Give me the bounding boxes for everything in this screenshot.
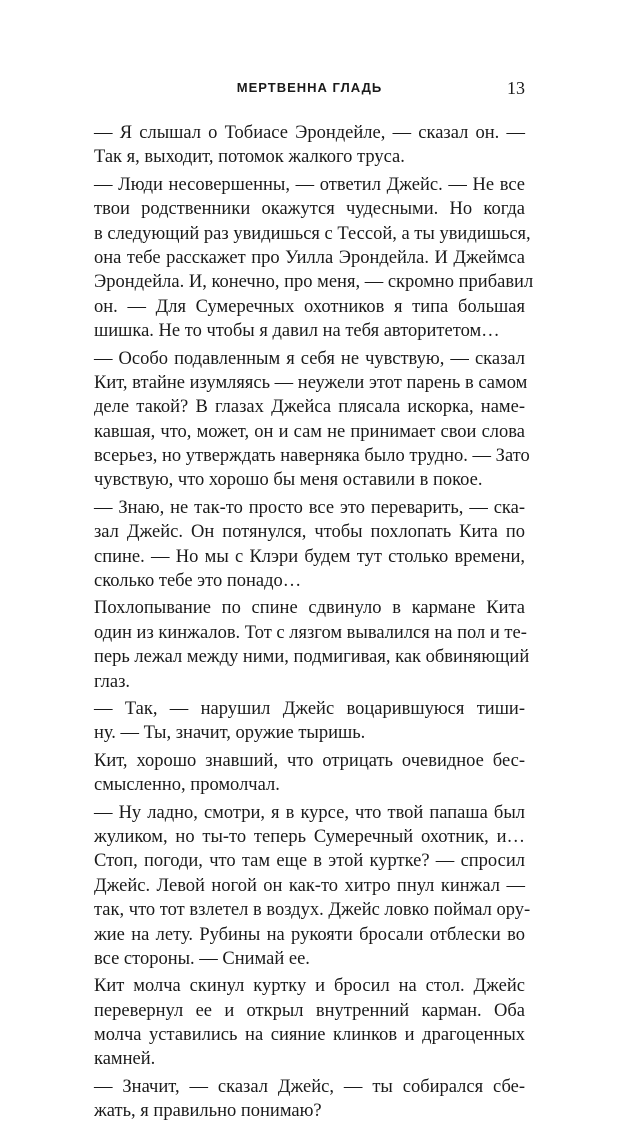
text-line: всерьез, но утверждать наверняка было трудно. — Зато [94,446,530,467]
text-line: Похлопывание по спине сдвинуло в кармане Кита [94,598,525,619]
text-line: сколько тебе это понадо… [94,571,302,592]
text-line: Кит, хорошо знавший, что отрицать очевидное бес- [94,750,525,771]
text-line: — Значит, — сказал Джейс, — ты собирался сбе- [94,1076,525,1097]
paragraph [94,801,531,972]
text-line: смысленно, промолчал. [94,775,280,796]
text-line: Эрондейла. И, конечно, про меня, — скромно прибавил [94,272,534,293]
text-line: молча уставились на сияние клинков и драгоценных [94,1025,525,1046]
text-line: Стоп, погоди, что там еще в этой куртке? — спросил [94,851,525,872]
text-line: перевернул ее и открыл внутренний карман. Оба [94,1000,525,1021]
text-line: жуликом, но ты-то теперь Сумеречный охотник, и… [94,826,525,847]
text-line: она тебе расскажет про Уилла Эрондейла. И Джеймса [94,247,525,268]
text-line: один из кинжалов. Тот с лязгом вывалился на пол и те- [94,622,527,643]
text-line: — Знаю, не так-то просто все это переварить, — ска- [94,497,525,518]
text-line: все стороны. — Снимай ее. [94,948,310,969]
text-line: жие на лету. Рубины на рукояти бросали отблески во [94,924,525,945]
paragraph [94,749,525,798]
text-line: — Ну ладно, смотри, я в курсе, что твой папаша был [94,802,525,823]
text-line: — Люди несовершенны, — ответил Джейс. — Не все [94,174,525,195]
text-line: — Я слышал о Тобиасе Эрондейле, — сказал он. — [94,123,525,143]
text-line: камней. [94,1049,156,1070]
text-line: зал Джейс. Он потянулся, чтобы похлопать Кита по [94,522,525,543]
text-line: глаз. [94,671,131,692]
text-line: — Так, — нарушил Джейс воцарившуюся тиши- [94,698,525,719]
text-line: в следующий раз увидишься с Тессой, а ты увидишься, [94,223,531,244]
text-line: чувствую, что хорошо бы меня оставили в покое. [94,470,483,491]
text-line: Джейс. Левой ногой он как-то хитро пнул кинжал — [94,875,525,896]
text-line: перь лежал между ними, подмигивая, как обвиняющий [94,647,530,668]
text-line: жать, я правильно понимаю? [94,1101,322,1122]
text-line: Кит, втайне изумляясь — неужели этот парень в самом [94,372,528,393]
paragraph [94,173,534,344]
text-line: деле такой? В глазах Джейса плясала искорка, наме- [94,397,525,418]
paragraph [94,697,525,746]
page-number: 13 [507,78,525,98]
paragraph [94,974,525,1072]
text-line: спине. — Но мы с Клэри будем тут столько времени, [94,546,525,567]
text-line: твои родственники окажутся чудесными. Но когда [94,199,525,220]
paragraph [94,347,530,493]
running-title: МЕРТВЕННА ГЛАДЬ [236,80,383,95]
text-line: кавшая, что, может, он и сам не принимает свои слова [94,421,525,442]
paragraph [94,596,530,694]
text-line: Кит молча скинул куртку и бросил на стол. Джейс [94,976,525,997]
running-head [94,76,525,100]
text-line: — Особо подавленным я себя не чувствую, — сказал [94,348,525,369]
text-line: он. — Для Сумеречных охотников я типа большая [94,296,525,317]
text-line: так, что тот взлетел в воздух. Джейс ловко поймал ору- [94,900,531,921]
text-body [94,121,534,1127]
paragraph [94,1075,525,1124]
paragraph [94,496,525,594]
paragraph [94,121,525,170]
text-line: Так я, выходит, потомок жалкого труса. [94,147,405,168]
text-line: шишка. Не то чтобы я давил на тебя авторитетом… [94,321,500,342]
text-line: ну. — Ты, значит, оружие тыришь. [94,723,366,744]
